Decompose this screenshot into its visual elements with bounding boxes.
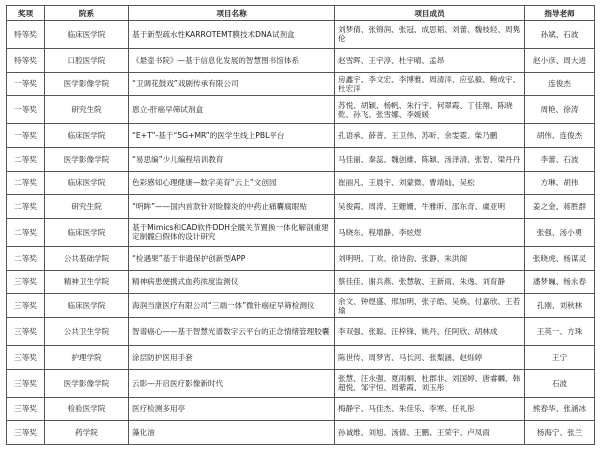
advisor-cell: 方琳、胡伟 [525, 171, 595, 195]
project-cell: “E+T”-基于“5G+MR”的医学生线上PBL平台 [129, 124, 335, 148]
dept-cell: 临床医学院 [45, 171, 129, 195]
award-cell: 三等奖 [7, 397, 45, 421]
header-members: 项目成员 [335, 6, 525, 21]
project-cell: “卫调花鼓戏”戏剧传承有限公司 [129, 72, 335, 96]
advisor-cell: 周艳、徐涛 [525, 96, 595, 124]
header-award: 奖项 [7, 6, 45, 21]
dept-cell: 公共基础学院 [45, 246, 129, 270]
project-cell: 色彩感知心理健康—数字美育“云上”文创园 [129, 171, 335, 195]
dept-cell: 临床医学院 [45, 21, 129, 49]
project-cell: 《悬壶书院》—基于信息化发展的智慧图书馆体系 [129, 48, 335, 72]
project-cell: 涂层防护医用手套 [129, 345, 335, 369]
table-row [7, 21, 595, 49]
award-cell: 三等奖 [7, 345, 45, 369]
table-body [7, 21, 595, 445]
members-cell: 房鑫宇、李文宏、李博雅、周清洋、应弘毅、鲍成宇、杜宏洋 [335, 72, 525, 96]
table-row [7, 218, 595, 246]
members-cell: 崔丽凡、王晨宇、刘蒙微、曹靖灿、吴松 [335, 171, 525, 195]
award-cell: 三等奖 [7, 421, 45, 445]
advisor-cell: 张强、汤小勇 [525, 218, 595, 246]
advisor-cell: 杨海宁、张兰 [525, 421, 595, 445]
dept-cell: 检验医学院 [45, 397, 129, 421]
table-row [7, 171, 595, 195]
table-row [7, 147, 595, 171]
members-cell: 余文、钟煜盛、邢加明、张子皓、吴焕、付嘉欣、王若瑜 [335, 294, 525, 318]
advisor-cell: 李蕾、石波 [525, 147, 595, 171]
project-cell: 藻化油 [129, 421, 335, 445]
project-cell: 恩立-肝癌早筛试剂盒 [129, 96, 335, 124]
advisor-cell: 王英一、方珠 [525, 317, 595, 345]
members-cell: 孙诚维、刘旭、汤倩、王鹏、王荣宇、卢凤雨 [335, 421, 525, 445]
members-cell: 蔡佳佳、谢兵燕、张慧敏、王新雨、朱逸、刘育静 [335, 270, 525, 294]
dept-cell: 医学影像学院 [45, 147, 129, 171]
advisor-cell: 孔刚、刘秋林 [525, 294, 595, 318]
project-cell: 基于Mimics和CAD软件DDH全髋关节置换一体化解剖重建定制髋臼假体的设计研究 [129, 218, 335, 246]
dept-cell: 临床医学院 [45, 294, 129, 318]
members-cell: 梅静宇、马佳杰、朱佳乐、李寒、任礼彤 [335, 397, 525, 421]
table-row [7, 124, 595, 148]
dept-cell: 医学影像学院 [45, 72, 129, 96]
award-cell: 一等奖 [7, 96, 45, 124]
table-row [7, 96, 595, 124]
table-row [7, 397, 595, 421]
advisor-cell: 潘梦巍、杨永春 [525, 270, 595, 294]
advisor-cell: 熊春华、张涵冰 [525, 397, 595, 421]
table-row [7, 421, 595, 445]
table-row [7, 48, 595, 72]
award-cell: 三等奖 [7, 270, 45, 294]
project-cell: 云影—开启医疗影像新时代 [129, 369, 335, 397]
dept-cell: 精神卫生学院 [45, 270, 129, 294]
members-cell: 张慧、汪永强、夏雨桐、杜郡非、刘国婷、唐睿麟、韩超悦、邹宇恒、周紫霞、刘玉彤 [335, 369, 525, 397]
members-cell: 苏悦、胡颖、杨帆、朱行宇、何翠霞、丁佳翔、陈晓乾、孙飞、张雪娜、李媛媛 [335, 96, 525, 124]
members-cell: 马晓东、程增静、李炫煜 [335, 218, 525, 246]
table-row [7, 369, 595, 397]
dept-cell: 临床医学院 [45, 218, 129, 246]
dept-cell: 研究生院 [45, 195, 129, 219]
table-row [7, 294, 595, 318]
dept-cell: 医学影像学院 [45, 369, 129, 397]
award-cell: 三等奖 [7, 369, 45, 397]
members-cell: 孔语承、薛普、王卫伟、苏昕、余雯霓、柴乃鹏 [335, 124, 525, 148]
awards-table [6, 5, 595, 445]
dept-cell: 口腔医学院 [45, 48, 129, 72]
advisor-cell: 石波 [525, 369, 595, 397]
award-cell: 二等奖 [7, 147, 45, 171]
members-cell: 陈世传、周梦宵、马长河、张梨涵、赵烁婷 [335, 345, 525, 369]
header-project: 项目名称 [129, 6, 335, 21]
table-row [7, 317, 595, 345]
award-cell: 二等奖 [7, 218, 45, 246]
project-cell: 精神病患便携式血药浓度监测仪 [129, 270, 335, 294]
award-cell: 三等奖 [7, 317, 45, 345]
award-cell: 一等奖 [7, 124, 45, 148]
dept-cell: 药学院 [45, 421, 129, 445]
advisor-cell: 王宁 [525, 345, 595, 369]
award-cell: 三等奖 [7, 294, 45, 318]
advisor-cell: 孙斌、石波 [525, 21, 595, 49]
table-row [7, 72, 595, 96]
advisor-cell: 连俊杰 [525, 72, 595, 96]
dept-cell: 护理学院 [45, 345, 129, 369]
award-cell: 二等奖 [7, 171, 45, 195]
header-advisor: 指导老师 [525, 6, 595, 21]
table-row [7, 345, 595, 369]
table-header-row [7, 6, 595, 21]
dept-cell: 临床医学院 [45, 124, 129, 148]
members-cell: 刘梦倩、张锦润、张冠、成思韬、刘蕾、魏枝轻、周隽伦 [335, 21, 525, 49]
advisor-cell: 姜之金、蒋胜群 [525, 195, 595, 219]
table-row [7, 195, 595, 219]
award-cell: 一等奖 [7, 72, 45, 96]
members-cell: 刘明明、丁欢、徐诗韵、张静、朱洪阁 [335, 246, 525, 270]
table-row [7, 270, 595, 294]
award-cell: 特等奖 [7, 48, 45, 72]
award-cell: 二等奖 [7, 195, 45, 219]
dept-cell: 研究生院 [45, 96, 129, 124]
dept-cell: 公共卫生学院 [45, 317, 129, 345]
advisor-cell: 胡伟、连俊杰 [525, 124, 595, 148]
header-dept: 院系 [45, 6, 129, 21]
advisor-cell: 赵小彦、周大进 [525, 48, 595, 72]
award-cell: 特等奖 [7, 21, 45, 49]
project-cell: 基于新型疏水性KARROTEMT膜技术DNA试剂盒 [129, 21, 335, 49]
advisor-cell: 张晓虎、杨谋灵 [525, 246, 595, 270]
members-cell: 赵雪晖、王宇淳、杜宇晴、孟昂 [335, 48, 525, 72]
project-cell: “明眸”——国内首款针对睑腺炎的中药止痛囊腐眼贴 [129, 195, 335, 219]
members-cell: 吴俊霞、周涛、王姗姗、牛雅昕、邵东奇、虞亚明 [335, 195, 525, 219]
members-cell: 马佳丽、秦蕊、魏创維、陈颖、汤泽清、张智、梁丹丹 [335, 147, 525, 171]
awards-table-container [6, 5, 594, 445]
project-cell: 智谱癌心——基于智慧光谱数字云平台的正念情绪管理胶囊 [129, 317, 335, 345]
project-cell: 海润当康医疗有限公司“三端一体”微针癌症早筛检测仪 [129, 294, 335, 318]
project-cell: 医疗检测多用亭 [129, 397, 335, 421]
award-cell: 二等奖 [7, 246, 45, 270]
members-cell: 李双强、张聪、汪梓锋、姚丹、任阿欣、胡林成 [335, 317, 525, 345]
project-cell: “检遇果”基于非遗保护创新型APP [129, 246, 335, 270]
table-row [7, 246, 595, 270]
project-cell: “易思编”少儿编程培训教育 [129, 147, 335, 171]
